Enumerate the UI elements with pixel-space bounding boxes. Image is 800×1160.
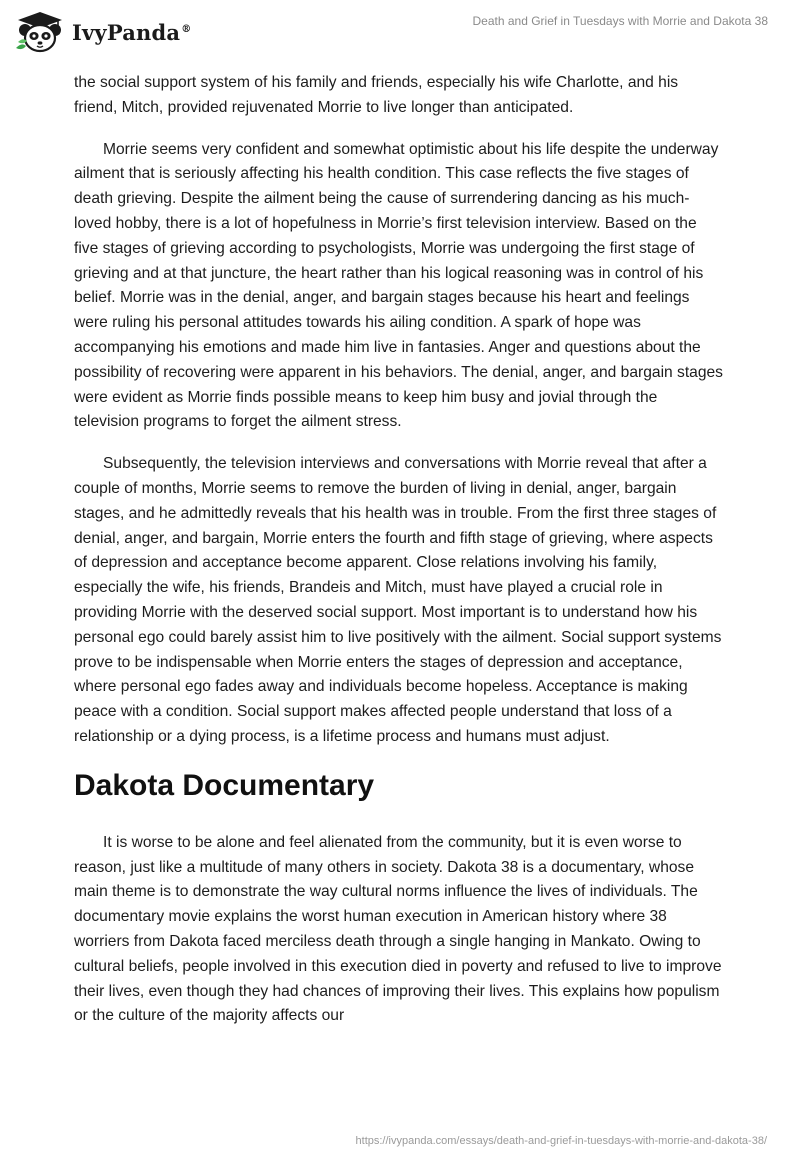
registered-mark: ®	[181, 23, 192, 35]
brand-name: IvyPanda®	[72, 19, 192, 45]
section-heading: Dakota Documentary	[74, 768, 375, 802]
paragraph-continued: the social support system of his family and friends, especially his wife Charlotte, and his friend, Mitch, provided rejuvenated Morrie to live longer than anticipated.	[74, 74, 679, 116]
essay-body	[74, 71, 724, 1046]
source-url[interactable]: https://ivypanda.com/essays/death-and-grief-in-tuesdays-with-morrie-and-dakota-38/	[355, 1135, 767, 1147]
paragraph: Morrie seems very confident and somewhat optimistic about his life despite the underway ailment that is seriously affecting his health condition. This case reflects the five stages of death grieving. Despite the ailment being the cause of surrendering dancing as his much-loved hobby, there is a lot of hopefulness in Morrie’s first television interview. Based on the five stages of grieving according to psychologists, Morrie was undergoing the first stage of grieving and at that juncture, the heart rather than his logical reasoning was in control of his belief. Morrie was in the denial, anger, and bargain stages because his heart and feelings were ruling his personal attitudes towards his ailing condition. A spark of hope was accompanying his emotions and made him live in fantasies. Anger and questions about the possibility of recovering were apparent in his behaviors. The denial, anger, and bargain stages were evident as Morrie finds possible means to keep him busy and jovial through the television programs to forget the ailment stress.	[74, 140, 723, 431]
paragraph: Subsequently, the television interviews and conversations with Morrie reveal that after a couple of months, Morrie seems to remove the burden of living in denial, anger, bargain stages, and he admittedly reveals that his health was in trouble. From the first three stages of denial, anger, and bargain, Morrie enters the fourth and fifth stage of grieving, where aspects of depression and acceptance become apparent. Close relations involving his family, especially the wife, his friends, Brandeis and Mitch, must have played a crucial role in providing Morrie with the deserved social support. Most important is to understand how his personal ego could barely assist him to live positively with the ailment. Social support systems prove to be indispensable when Morrie enters the stages of depression and acceptance, where personal ego fades away and individuals become hopeless. Acceptance is making peace with a condition. Social support makes affected people understand that loss of a relationship or a dying process, is a lifetime process and humans must adjust.	[74, 455, 722, 745]
panda-graduate-icon	[14, 10, 66, 54]
document-title: Death and Grief in Tuesdays with Morrie and Dakota 38	[472, 14, 768, 28]
paragraph: It is worse to be alone and feel alienated from the community, but it is even worse to reason, just like a multitude of many others in society. Dakota 38 is a documentary, whose main theme is to demonstrate the way cultural norms influence the lives of individuals. The documentary movie explains the worst human execution in American history where 38 worriers from Dakota faced merciless death through a single hanging in Mankato. Owing to cultural beliefs, people involved in this execution died in poverty and refused to live to improve their lives, even though they had chances of improving their lives. This explains how populism or the culture of the majority affects our	[74, 833, 722, 1025]
site-logo[interactable]	[14, 10, 191, 54]
